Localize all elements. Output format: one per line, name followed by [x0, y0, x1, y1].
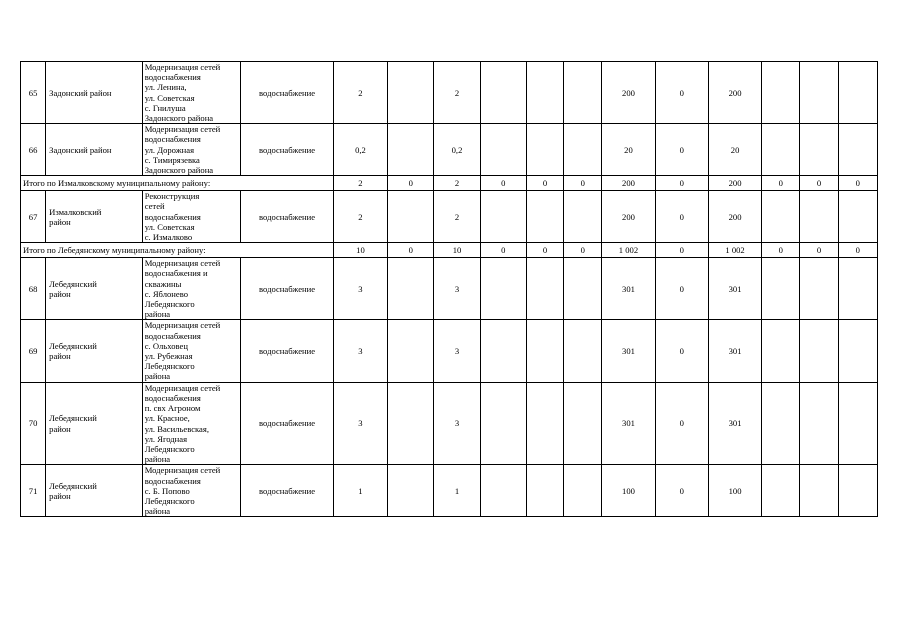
row-number: 68 [21, 258, 46, 320]
value-cell-c6: 0 [564, 176, 602, 191]
value-cell-c4 [480, 320, 526, 382]
value-cell-c5 [526, 191, 563, 243]
row-number: 70 [21, 382, 46, 465]
type-cell: водоснабжение [241, 258, 334, 320]
summary-row [21, 243, 878, 258]
value-cell-c9: 200 [708, 191, 761, 243]
district-cell: Измалковский район [46, 191, 143, 243]
value-cell-c7: 200 [602, 191, 655, 243]
district-cell: Задонский район [46, 124, 143, 176]
type-cell: водоснабжение [241, 382, 334, 465]
value-cell-c6: 0 [564, 243, 602, 258]
district-cell: Лебедянский район [46, 258, 143, 320]
value-cell-c4: 0 [480, 243, 526, 258]
value-cell-c3: 3 [434, 320, 480, 382]
value-cell-c6 [564, 465, 602, 517]
value-cell-c9: 301 [708, 320, 761, 382]
value-cell-c2: 0 [388, 243, 434, 258]
object-cell: Модернизация сетей водоснабжения ул. Ленина, ул. Советская с. Гнилуша Задонского района [142, 62, 241, 124]
value-cell-c12 [838, 465, 877, 517]
value-cell-c6 [564, 258, 602, 320]
district-cell: Лебедянский район [46, 382, 143, 465]
type-cell: водоснабжение [241, 465, 334, 517]
value-cell-c10 [762, 258, 800, 320]
value-cell-c7: 200 [602, 62, 655, 124]
value-cell-c1: 3 [333, 382, 387, 465]
value-cell-c2 [388, 62, 434, 124]
value-cell-c4 [480, 124, 526, 176]
value-cell-c1: 2 [333, 176, 387, 191]
value-cell-c1: 2 [333, 191, 387, 243]
value-cell-c6 [564, 320, 602, 382]
type-cell: водоснабжение [241, 191, 334, 243]
value-cell-c4 [480, 191, 526, 243]
value-cell-c11 [800, 191, 838, 243]
value-cell-c10 [762, 62, 800, 124]
value-cell-c5 [526, 382, 563, 465]
value-cell-c12 [838, 124, 877, 176]
value-cell-c1: 3 [333, 258, 387, 320]
table-row [21, 465, 878, 517]
district-cell: Задонский район [46, 62, 143, 124]
value-cell-c2 [388, 124, 434, 176]
value-cell-c1: 3 [333, 320, 387, 382]
value-cell-c8: 0 [655, 258, 708, 320]
value-cell-c5 [526, 258, 563, 320]
value-cell-c3: 3 [434, 382, 480, 465]
row-number: 67 [21, 191, 46, 243]
row-number: 71 [21, 465, 46, 517]
value-cell-c7: 200 [602, 176, 655, 191]
value-cell-c4 [480, 258, 526, 320]
value-cell-c12 [838, 62, 877, 124]
value-cell-c7: 100 [602, 465, 655, 517]
value-cell-c1: 10 [333, 243, 387, 258]
value-cell-c6 [564, 382, 602, 465]
object-cell: Модернизация сетей водоснабжения с. Б. Попово Лебедянского района [142, 465, 241, 517]
object-cell: Модернизация сетей водоснабжения и скважины с. Яблонево Лебедянского района [142, 258, 241, 320]
value-cell-c9: 20 [708, 124, 761, 176]
value-cell-c11 [800, 124, 838, 176]
value-cell-c8: 0 [655, 382, 708, 465]
value-cell-c9: 100 [708, 465, 761, 517]
summary-label: Итого по Лебедянскому муниципальному району: [21, 243, 334, 258]
value-cell-c3: 10 [434, 243, 480, 258]
value-cell-c4 [480, 382, 526, 465]
value-cell-c12 [838, 320, 877, 382]
value-cell-c8: 0 [655, 176, 708, 191]
district-cell: Лебедянский район [46, 465, 143, 517]
value-cell-c3: 2 [434, 191, 480, 243]
value-cell-c9: 301 [708, 382, 761, 465]
row-number: 69 [21, 320, 46, 382]
value-cell-c8: 0 [655, 191, 708, 243]
value-cell-c7: 301 [602, 382, 655, 465]
value-cell-c3: 2 [434, 176, 480, 191]
projects-table [20, 61, 878, 517]
table-row [21, 124, 878, 176]
value-cell-c2 [388, 258, 434, 320]
value-cell-c5: 0 [526, 176, 563, 191]
value-cell-c4: 0 [480, 176, 526, 191]
value-cell-c10 [762, 124, 800, 176]
value-cell-c8: 0 [655, 124, 708, 176]
value-cell-c10 [762, 465, 800, 517]
object-cell: Реконструкция сетей водоснабжения ул. Советская с. Измалково [142, 191, 241, 243]
value-cell-c6 [564, 191, 602, 243]
value-cell-c11 [800, 320, 838, 382]
value-cell-c12 [838, 258, 877, 320]
object-cell: Модернизация сетей водоснабжения ул. Дорожная с. Тимирязевка Задонского района [142, 124, 241, 176]
table-row [21, 62, 878, 124]
value-cell-c6 [564, 124, 602, 176]
value-cell-c9: 200 [708, 62, 761, 124]
table-row [21, 258, 878, 320]
value-cell-c2 [388, 191, 434, 243]
value-cell-c11 [800, 62, 838, 124]
value-cell-c6 [564, 62, 602, 124]
value-cell-c5 [526, 62, 563, 124]
value-cell-c2: 0 [388, 176, 434, 191]
value-cell-c11 [800, 465, 838, 517]
value-cell-c12: 0 [838, 243, 877, 258]
value-cell-c9: 301 [708, 258, 761, 320]
value-cell-c5 [526, 124, 563, 176]
value-cell-c11: 0 [800, 176, 838, 191]
value-cell-c12 [838, 382, 877, 465]
value-cell-c9: 1 002 [708, 243, 761, 258]
value-cell-c10: 0 [762, 243, 800, 258]
value-cell-c7: 301 [602, 320, 655, 382]
value-cell-c8: 0 [655, 320, 708, 382]
value-cell-c8: 0 [655, 62, 708, 124]
value-cell-c2 [388, 320, 434, 382]
type-cell: водоснабжение [241, 124, 334, 176]
value-cell-c11 [800, 258, 838, 320]
value-cell-c1: 2 [333, 62, 387, 124]
value-cell-c9: 200 [708, 176, 761, 191]
type-cell: водоснабжение [241, 62, 334, 124]
value-cell-c3: 0,2 [434, 124, 480, 176]
value-cell-c7: 1 002 [602, 243, 655, 258]
value-cell-c12 [838, 191, 877, 243]
value-cell-c8: 0 [655, 465, 708, 517]
value-cell-c3: 2 [434, 62, 480, 124]
value-cell-c7: 20 [602, 124, 655, 176]
value-cell-c2 [388, 382, 434, 465]
value-cell-c1: 1 [333, 465, 387, 517]
value-cell-c10 [762, 191, 800, 243]
type-cell: водоснабжение [241, 320, 334, 382]
value-cell-c10 [762, 320, 800, 382]
object-cell: Модернизация сетей водоснабжения с. Ольховец ул. Рубежная Лебедянского района [142, 320, 241, 382]
summary-row [21, 176, 878, 191]
value-cell-c3: 3 [434, 258, 480, 320]
value-cell-c3: 1 [434, 465, 480, 517]
value-cell-c12: 0 [838, 176, 877, 191]
value-cell-c11 [800, 382, 838, 465]
value-cell-c2 [388, 465, 434, 517]
value-cell-c5: 0 [526, 243, 563, 258]
value-cell-c10: 0 [762, 176, 800, 191]
table-body [21, 62, 878, 517]
value-cell-c11: 0 [800, 243, 838, 258]
district-cell: Лебедянский район [46, 320, 143, 382]
value-cell-c5 [526, 465, 563, 517]
row-number: 66 [21, 124, 46, 176]
value-cell-c10 [762, 382, 800, 465]
table-row [21, 191, 878, 243]
value-cell-c1: 0,2 [333, 124, 387, 176]
row-number: 65 [21, 62, 46, 124]
value-cell-c8: 0 [655, 243, 708, 258]
table-row [21, 382, 878, 465]
object-cell: Модернизация сетей водоснабжения п. свх Агроном ул. Красное, ул. Васильевская, ул. Ягодная Лебедянского района [142, 382, 241, 465]
value-cell-c5 [526, 320, 563, 382]
value-cell-c4 [480, 62, 526, 124]
value-cell-c4 [480, 465, 526, 517]
table-row [21, 320, 878, 382]
summary-label: Итого по Измалковскому муниципальному району: [21, 176, 334, 191]
value-cell-c7: 301 [602, 258, 655, 320]
